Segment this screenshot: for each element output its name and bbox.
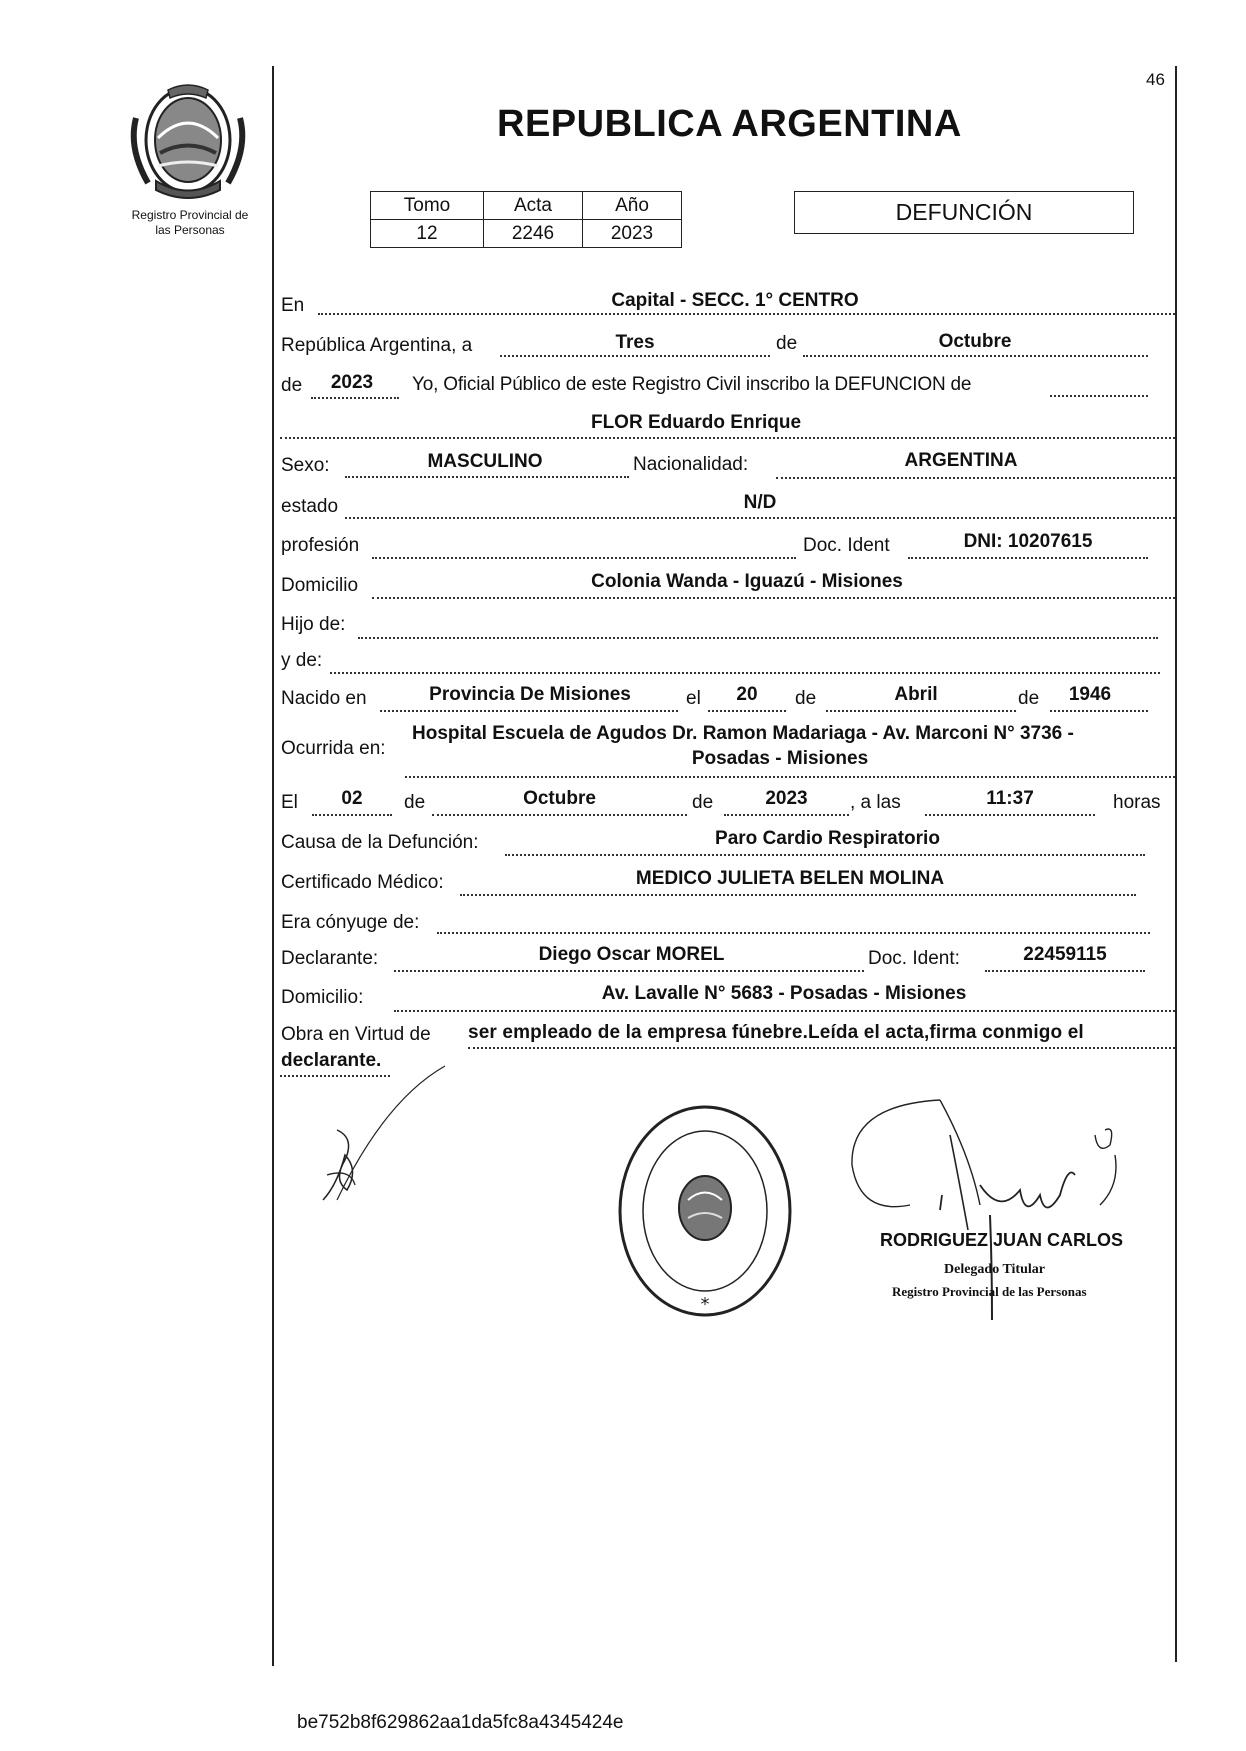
value-doc-declarante: 22459115 <box>1023 944 1107 965</box>
value-ano-nacimiento: 1946 <box>1068 684 1112 705</box>
label-domicilio: Domicilio <box>281 575 359 596</box>
line-dia-defuncion <box>312 814 392 816</box>
official-name: RODRIGUEZ JUAN CARLOS <box>880 1230 1124 1250</box>
label-hijo-de: Hijo de: <box>281 614 346 635</box>
value-domicilio: Colonia Wanda - Iguazú - Misiones <box>591 571 903 592</box>
label-de-ano-nacimiento: de <box>1018 688 1040 709</box>
label-de-mes: de <box>776 333 798 354</box>
page-title: REPUBLICA ARGENTINA <box>497 103 962 145</box>
agency-line-2: las Personas <box>155 223 225 237</box>
label-de-ano: de <box>281 375 303 396</box>
line-en <box>318 313 1175 315</box>
value-acta: 2246 <box>484 220 583 248</box>
value-hora-defuncion: 11:37 <box>986 788 1034 809</box>
act-type: DEFUNCIÓN <box>895 199 1033 225</box>
value-estado: N/D <box>743 492 777 513</box>
line-certificado <box>460 894 1136 896</box>
header-tomo: Tomo <box>371 192 484 220</box>
label-declarante: Declarante: <box>281 948 379 969</box>
label-el-fecha: El <box>281 792 298 813</box>
line-doc-declarante <box>985 970 1145 972</box>
line-nacionalidad <box>776 477 1175 479</box>
label-de-ano-defuncion: de <box>692 792 714 813</box>
value-domicilio-declarante: Av. Lavalle N° 5683 - Posadas - Misiones <box>601 983 967 1004</box>
value-ano-inscripcion: 2023 <box>330 372 374 393</box>
value-dia-inscripcion: Tres <box>615 332 655 353</box>
line-domicilio <box>372 597 1175 599</box>
agency-name <box>100 208 280 238</box>
line-dia-nacimiento <box>708 710 786 712</box>
line-causa <box>505 854 1145 856</box>
value-obra-virtud-linea-1: ser empleado de la empresa fúnebre.Leída el acta,firma conmigo el <box>468 1022 1084 1043</box>
value-declarante: Diego Oscar MOREL <box>538 944 725 965</box>
svg-text:*: * <box>700 1294 710 1315</box>
value-dia-defuncion: 02 <box>341 788 363 809</box>
line-sexo <box>345 476 629 478</box>
label-en: En <box>281 295 305 316</box>
label-horas: horas <box>1113 792 1161 813</box>
value-sexo: MASCULINO <box>427 451 543 472</box>
line-profesion <box>372 557 796 559</box>
line-estado <box>345 517 1175 519</box>
act-type-box <box>794 191 1134 234</box>
label-a-las: , a las <box>850 792 901 813</box>
official-stamp <box>610 1100 800 1322</box>
line-ano-nacimiento <box>1050 710 1148 712</box>
label-obra-virtud: Obra en Virtud de <box>281 1024 431 1045</box>
line-obra-virtud <box>468 1047 1175 1049</box>
label-el: el <box>686 688 701 709</box>
value-tomo: 12 <box>371 220 484 248</box>
text-oficial: Yo, Oficial Público de este Registro Civil inscribo la DEFUNCION de <box>412 374 972 395</box>
official-agency: Registro Provincial de las Personas <box>892 1284 1087 1299</box>
value-mes-defuncion: Octubre <box>523 788 596 809</box>
value-obra-virtud-linea-2: declarante. <box>281 1050 382 1071</box>
line-mes-defuncion <box>432 814 687 816</box>
value-doc-ident: DNI: 10207615 <box>963 531 1093 552</box>
line-hora-defuncion <box>925 814 1095 816</box>
left-margin-line <box>272 66 274 1666</box>
value-ocurrida-linea-2: Posadas - Misiones <box>691 748 869 769</box>
label-causa: Causa de la Defunción: <box>281 832 479 853</box>
header-acta: Acta <box>484 192 583 220</box>
line-conyuge <box>437 932 1150 934</box>
label-sexo: Sexo: <box>281 455 330 476</box>
right-margin-line <box>1175 66 1177 1662</box>
label-domicilio-declarante: Domicilio: <box>281 987 364 1008</box>
line-declarante <box>394 970 864 972</box>
value-nombre-fallecido: FLOR Eduardo Enrique <box>590 412 802 433</box>
line-ocurrida <box>405 776 1175 778</box>
label-nacionalidad: Nacionalidad: <box>633 454 749 475</box>
line-ano <box>311 397 399 399</box>
value-mes-nacimiento: Abril <box>894 684 938 705</box>
line-dia <box>500 355 770 357</box>
reference-value-row <box>371 220 682 248</box>
label-de-mes-nacimiento: de <box>795 688 817 709</box>
official-title: Delegado Titular <box>944 1262 1045 1277</box>
reference-header-row <box>371 192 682 220</box>
label-doc-ident: Doc. Ident <box>803 535 890 556</box>
header-ano: Año <box>583 192 682 220</box>
document-hash: be752b8f629862aa1da5fc8a4345424e <box>297 1712 624 1733</box>
label-y-de: y de: <box>281 650 323 671</box>
label-ocurrida-en: Ocurrida en: <box>281 738 386 759</box>
label-republica: República Argentina, a <box>281 335 473 356</box>
label-estado: estado <box>281 496 339 517</box>
agency-line-1: Registro Provincial de <box>131 208 249 222</box>
line-ano-defuncion <box>724 814 849 816</box>
page-number: 46 <box>1146 70 1165 89</box>
value-ano-defuncion: 2023 <box>765 788 808 809</box>
line-domicilio-declarante <box>394 1010 1175 1012</box>
value-ocurrida-linea-1: Hospital Escuela de Agudos Dr. Ramon Madariaga - Av. Marconi N° 3736 - <box>412 723 1074 744</box>
label-certificado: Certificado Médico: <box>281 872 444 893</box>
line-mes <box>803 355 1148 357</box>
label-de-mes-defuncion: de <box>404 792 426 813</box>
line-oficial-tail <box>1050 395 1148 397</box>
value-lugar: Capital - SECC. 1° CENTRO <box>611 290 859 311</box>
value-dia-nacimiento: 20 <box>736 684 758 705</box>
line-lugar-nacimiento <box>380 710 678 712</box>
label-doc-declarante: Doc. Ident: <box>868 948 960 969</box>
value-causa: Paro Cardio Respiratorio <box>715 828 940 849</box>
declarant-signature <box>315 1060 465 1210</box>
value-mes-inscripcion: Octubre <box>938 331 1012 352</box>
label-profesion: profesión <box>281 535 360 556</box>
reference-table <box>370 191 682 248</box>
label-nacido-en: Nacido en <box>281 688 367 709</box>
emblem-icon <box>128 78 248 203</box>
value-nacionalidad: ARGENTINA <box>904 450 1018 471</box>
official-stamp-icon <box>610 1100 800 1322</box>
label-conyuge: Era cónyuge de: <box>281 912 420 933</box>
line-y-de <box>330 672 1160 674</box>
value-lugar-nacimiento: Provincia De Misiones <box>429 684 631 705</box>
value-certificado: MEDICO JULIETA BELEN MOLINA <box>635 868 945 889</box>
value-ano: 2023 <box>583 220 682 248</box>
line-hijo-de <box>358 637 1158 639</box>
declarant-signature-icon <box>315 1060 465 1210</box>
emblem-logo <box>128 78 248 203</box>
line-mes-nacimiento <box>826 710 1016 712</box>
line-doc-ident <box>908 557 1148 559</box>
line-nombre <box>280 437 1175 439</box>
